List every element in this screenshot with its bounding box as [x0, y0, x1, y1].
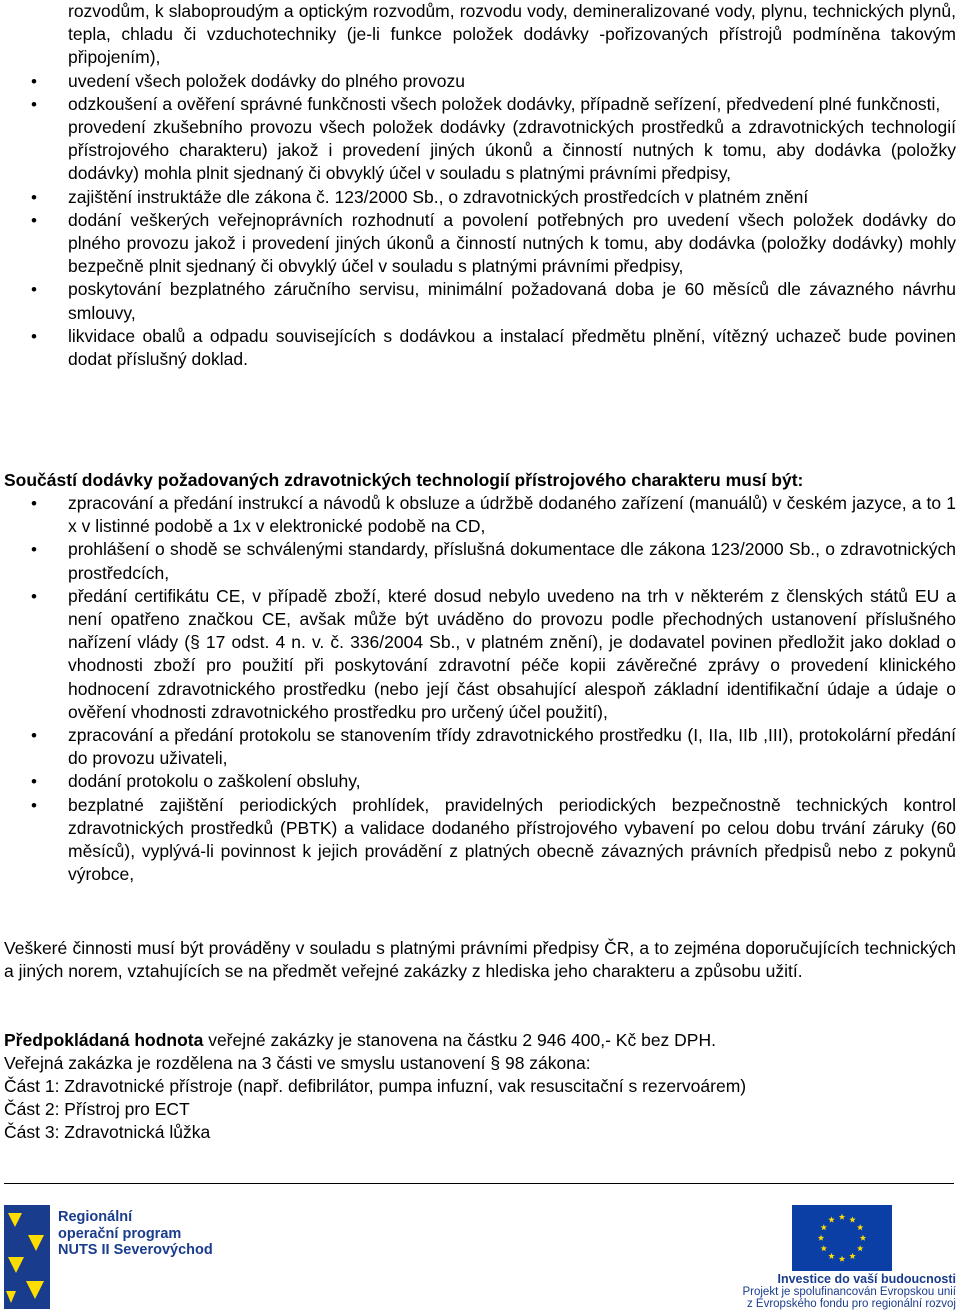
section-heading: [0, 469, 954, 492]
list-item: • uvedení všech položek dodávky do plného provozu: [0, 70, 960, 93]
eu-logo: [728, 1205, 956, 1309]
list-item: • odzkoušení a ověření správné funkčnosti všech položek dodávky, případně seřízení, předvedení plné funkčnosti,: [0, 93, 960, 116]
rop-logo: [4, 1205, 214, 1309]
part-1: Část 1: Zdravotnické přístroje (např. defibrilátor, pumpa infuzní, vak resuscitační s rezervoárem): [4, 1076, 747, 1096]
list-item: rozvodům, k slaboproudým a optickým rozvodům, rozvodu vody, demineralizované vody, plynu, technických plynů, tepla, chladu či vzduchotechniky (je-li funkce položek dodávky -pořizovaných přístrojů podmíněna takovým připojením),: [68, 1, 956, 68]
list-item: • zpracování a předání protokolu se stanovením třídy zdravotnického prostředku (I, IIa, IIb ,III), protokolární předání do provozu uživateli,: [0, 724, 960, 770]
list-item: • předání certifikátu CE, v případě zboží, které dosud nebylo uvedeno na trh v některém z členských států EU a není opatřeno značkou CE, avšak může být uváděno do provozu podle přechodných ustanovení příslušného nařízení vlády (§ 17 odst. 4 n. v. č. 336/2004 Sb., v platném znění), je dodavatel povinen předložit jako doklad o vhodnosti zboží pro použití při poskytování zdravotní péče kopii závěrečné zprávy o provedení klinického hodnocení zdravotnického prostředku (nebo její část obsahující alespoň základní identifikační údaje a údaje o ověření vhodnosti zdravotnického prostředku pro určený účel použití),: [0, 585, 960, 724]
list-item: provedení zkušebního provozu všech položek dodávky (zdravotnických prostředků a zdravotnických technologií přístrojového charakteru) jakož i provedení jiných úkonů a činností nutných k tomu, aby dodávka (položky dodávky) mohla plnit sjednaný či obvyklý účel v souladu s platnými právními předpisy,: [68, 117, 956, 184]
part-3: Část 3: Zdravotnická lůžka: [4, 1122, 211, 1143]
rop-logo-line-3: NUTS II Severovýchod: [58, 1242, 213, 1258]
eu-flag-icon: [792, 1205, 892, 1271]
closing-paragraph: [0, 937, 960, 983]
closing-paragraph-text: Veškeré činnosti musí být prováděny v souladu s platnými právními předpisy ČR, a to zejména doporučujících technických a jiných norem, vztahujících se na předmět veřejné zakázky z hlediska jeho charakteru a způsobu užití.: [4, 938, 956, 982]
estimated-value-label: Předpokládaná hodnota: [4, 1030, 204, 1050]
list-item: • prohlášení o shodě se schválenými standardy, příslušná dokumentace dle zákona 123/2000 Sb., o zdravotnických prostředcích,: [0, 538, 960, 584]
section-heading-text: Součástí dodávky požadovaných zdravotnických technologií přístrojového charakteru musí být:: [4, 470, 804, 490]
part-2: Část 2: Přístroj pro ECT: [4, 1099, 190, 1120]
list-item: • zajištění instruktáže dle zákona č. 123/2000 Sb., o zdravotnických prostředcích v platném znění: [0, 186, 960, 209]
parts-intro-text: Veřejná zakázka je rozdělena na 3 části ve smyslu ustanovení § 98 zákona:: [4, 1053, 591, 1073]
list-item: • bezplatné zajištění periodických prohlídek, pravidelných periodických bezpečnostně technických kontrol zdravotnických prostředků (PBTK) a validace dodaného přístrojového vybavení po celou dobu trvání záruky (60 měsíců), vyplývá-li povinnost k jejich provádění z platných obecně závazných právních předpisů nebo z pokynů výrobce,: [0, 794, 960, 887]
eu-logo-line-1: Investice do vaší budoucnosti: [777, 1272, 956, 1286]
list-item: • poskytování bezplatného záručního servisu, minimální požadovaná doba je 60 měsíců dle závazného návrhu smlouvy,: [0, 278, 960, 324]
requirements-list-1: [0, 0, 960, 371]
estimated-value: [0, 1029, 954, 1052]
list-item: • dodání veškerých veřejnoprávních rozhodnutí a povolení potřebných pro uvedení všech položek dodávky do plného provozu jakož i provedení jiných úkonů a činností nutných k tomu, aby dodávka (položky dodávky) mohly bezpečně plnit sjednaný či obvyklý účel v souladu s platnými právními předpisy,: [0, 209, 960, 279]
eu-logo-line-3: z Evropského fondu pro regionální rozvoj: [746, 1298, 956, 1310]
rop-logo-line-1: Regionální: [58, 1209, 133, 1225]
parts-intro: [0, 1052, 954, 1075]
estimated-value-text: veřejné zakázky je stanovena na částku 2 946 400,- Kč bez DPH.: [203, 1030, 716, 1050]
footer-divider: [4, 1183, 954, 1184]
list-item: • dodání protokolu o zaškolení obsluhy,: [0, 770, 960, 793]
requirements-list-2: [0, 492, 960, 886]
list-item: • zpracování a předání instrukcí a návodů k obsluze a údržbě dodaného zařízení (manuálů) v českém jazyce, a to 1 x v listinné podobě a 1x v elektronické podobě na CD,: [0, 492, 960, 538]
rop-logo-line-2: operační program: [58, 1225, 182, 1242]
list-item: • likvidace obalů a odpadu souvisejících s dodávkou a instalací předmětu plnění, vítězný uchazeč bude povinen dodat příslušný doklad.: [0, 325, 960, 371]
eu-logo-line-2: Projekt je spolufinancován Evropskou unií: [742, 1285, 956, 1298]
parts-list: [0, 1075, 954, 1145]
